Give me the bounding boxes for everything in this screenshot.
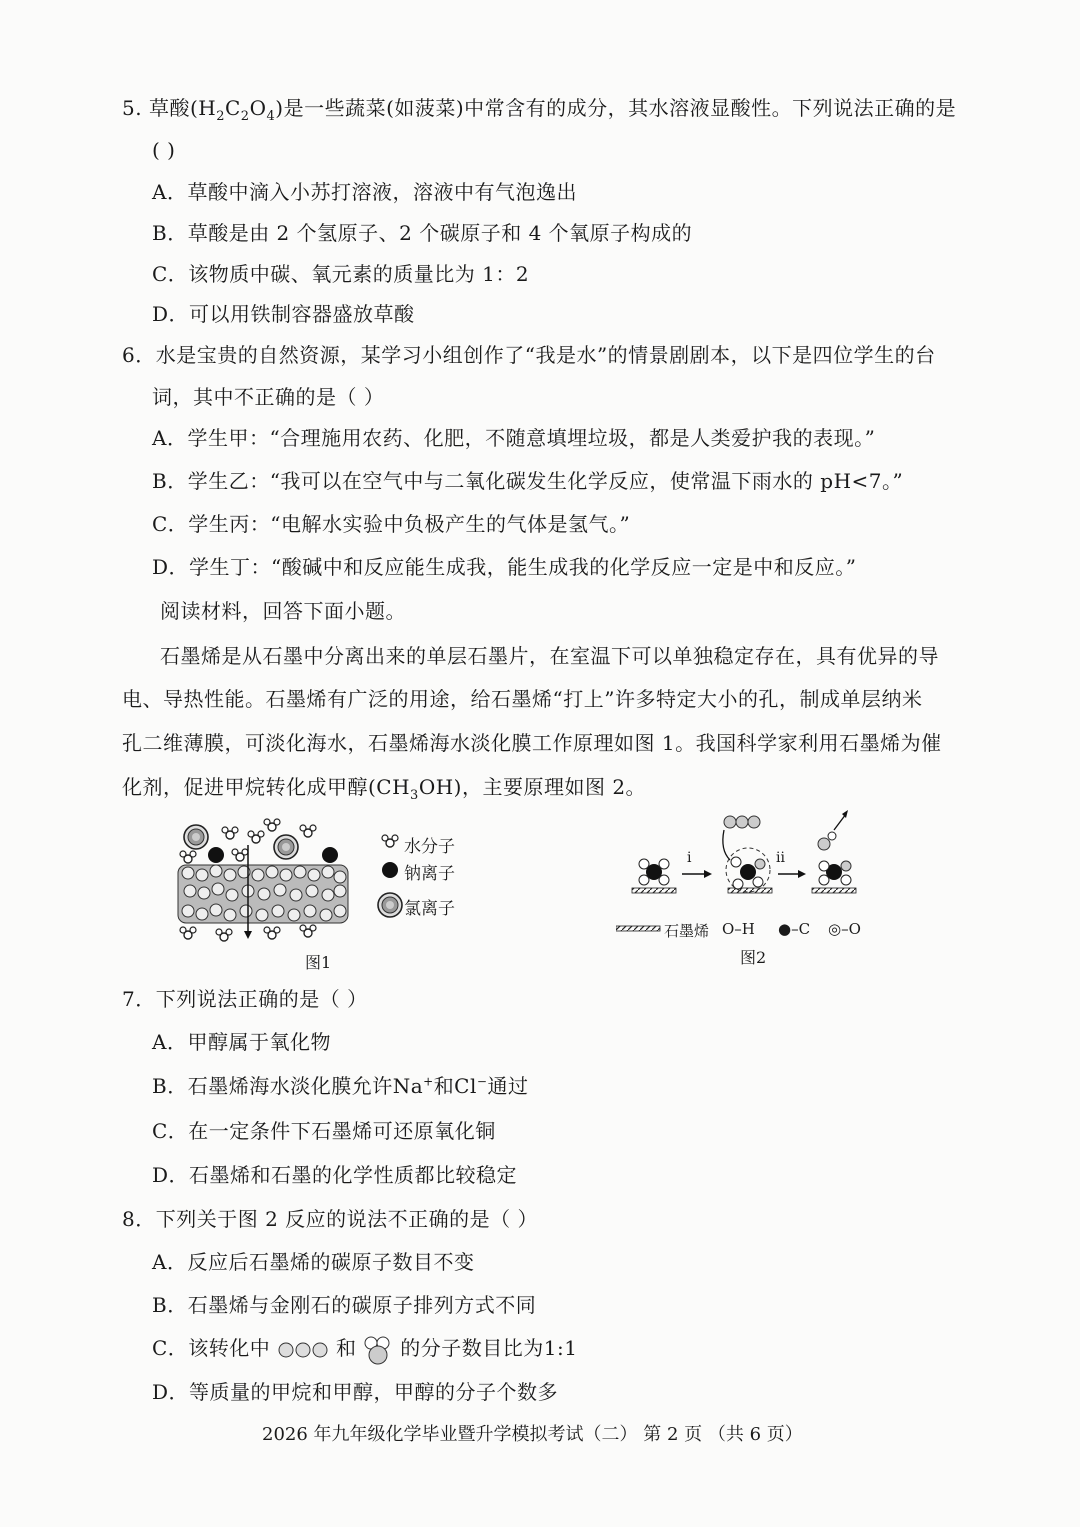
- fig2-step-i: i: [687, 850, 692, 866]
- q6-stem-line1: 6．水是宝贵的自然资源，某学习小组创作了“我是水”的情景剧剧本，以下是四位学生的台: [122, 343, 936, 367]
- q5-option-c: C．该物质中碳、氧元素的质量比为 1：2: [152, 262, 530, 286]
- fig1-legend-water: 水分子: [404, 837, 455, 857]
- fig2-step-ii: ii: [776, 850, 785, 866]
- q5-option-d: D．可以用铁制容器盛放草酸: [152, 302, 415, 326]
- q8-option-a: A．反应后石墨烯的碳原子数目不变: [152, 1250, 475, 1274]
- q5-blank: ( ): [152, 138, 176, 162]
- fig1-caption: 图1: [305, 953, 332, 972]
- o2-molecule-icon: [277, 1339, 329, 1361]
- material-para-line3: 孔二维薄膜，可淡化海水，石墨烯海水淡化膜工作原理如图 1。我国科学家利用石墨烯为催: [122, 731, 942, 755]
- fig1-legend-sodium: 钠离子: [404, 864, 455, 884]
- q8-option-c: C．该转化中 和 的分子数目比为1:1: [152, 1334, 577, 1365]
- q6-option-c: C．学生丙：“电解水实验中负极产生的气体是氢气。”: [152, 512, 631, 536]
- fig2-legend-carbon: ●–C: [778, 920, 811, 938]
- q7-option-d: D．石墨烯和石墨的化学性质都比较稳定: [152, 1163, 518, 1187]
- q8-option-b: B．石墨烯与金刚石的碳原子排列方式不同: [152, 1293, 537, 1317]
- material-para-line1: 石墨烯是从石墨中分离出来的单层石墨片，在室温下可以单独稳定存在，具有优异的导: [160, 644, 939, 668]
- page-footer: 2026 年九年级化学毕业暨升学模拟考试（二） 第 2 页 （共 6 页）: [262, 1424, 803, 1445]
- q6-stem-line2: 词，其中不正确的是（ ）: [152, 385, 385, 409]
- q8-stem: 8．下列关于图 2 反应的说法不正确的是（ ）: [122, 1207, 539, 1231]
- fig2-legend-hydrogen: O–H: [722, 920, 755, 938]
- fig2-legend-graphene: 石墨烯: [664, 922, 710, 940]
- fig2-legend-oxygen: ◎–O: [828, 920, 861, 938]
- q7-option-b: B．石墨烯海水淡化膜允许Na+和Cl−通过: [152, 1074, 529, 1098]
- q6-option-a: A．学生甲：“合理施用农药、化肥，不随意填埋垃圾，都是人类爱护我的表现。”: [152, 426, 876, 450]
- material-intro: 阅读材料，回答下面小题。: [160, 599, 406, 623]
- fig1-legend-chloride: 氯离子: [404, 899, 455, 919]
- q5-option-b: B．草酸是由 2 个氢原子、2 个碳原子和 4 个氧原子构成的: [152, 221, 693, 245]
- water-molecule-icon: [363, 1335, 393, 1365]
- q6-option-d: D．学生丁：“酸碱中和反应能生成我，能生成我的化学反应一定是中和反应。”: [152, 555, 857, 579]
- q7-option-c: C．在一定条件下石墨烯可还原氧化铜: [152, 1119, 496, 1143]
- material-para-line2: 电、导热性能。石墨烯有广泛的用途，给石墨烯“打上”许多特定大小的孔，制成单层纳米: [122, 687, 923, 711]
- figure-2-methane-to-methanol: [620, 800, 880, 910]
- fig2-caption: 图2: [740, 948, 767, 967]
- fig2-legend-graphene-icon: [616, 924, 662, 936]
- q6-option-b: B．学生乙：“我可以在空气中与二氧化碳发生化学反应，使常温下雨水的 pH<7。”: [152, 469, 904, 493]
- q5-stem: 5. 草酸$(H_2C_2O_4)$是一些蔬菜(如菠菜)中常含有的成分，其水溶液显酸性。下列说法正确的是: [122, 96, 957, 124]
- q8-option-d: D．等质量的甲烷和甲醇，甲醇的分子个数多: [152, 1380, 559, 1404]
- material-para-line4: 化剂，促进甲烷转化成甲醇$(CH_3OH)$，主要原理如图 2。: [122, 775, 647, 803]
- q7-stem: 7．下列说法正确的是（ ）: [122, 987, 368, 1011]
- q7-option-a: A．甲醇属于氧化物: [152, 1030, 331, 1054]
- q5-option-a: A．草酸中滴入小苏打溶液，溶液中有气泡逸出: [152, 180, 577, 204]
